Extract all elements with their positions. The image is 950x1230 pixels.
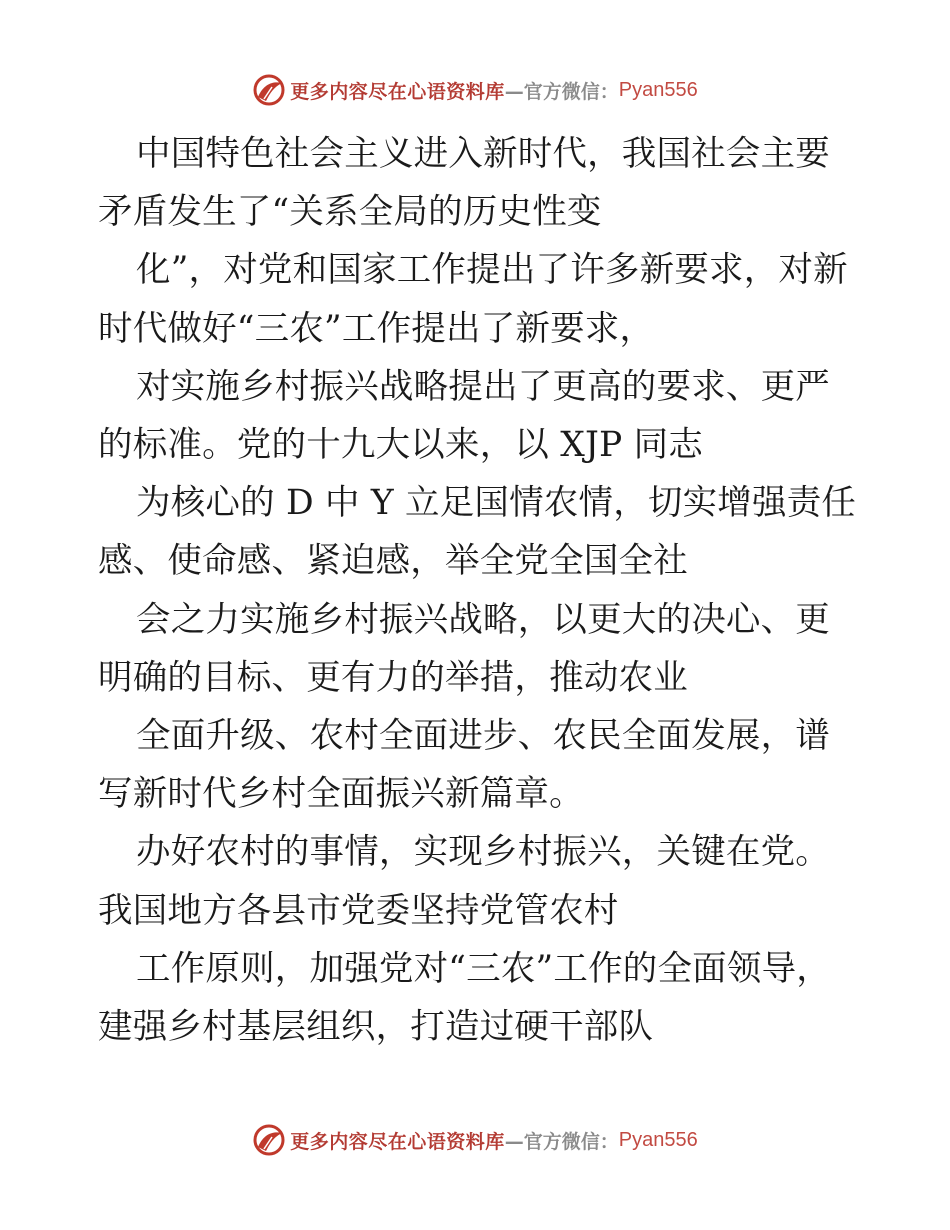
- paragraph-line: 化”，对党和国家工作提出了许多新要求，对新时代做好“三农”工作提出了新要求，: [98, 250, 848, 349]
- paragraph-line: 中国特色社会主义进入新时代，我国社会主要矛盾发生了“关系全局的历史性变: [98, 134, 830, 233]
- paragraph-line: 工作原则，加强党对“三农”工作的全面领导，建强乡村基层组织，打造过硬干部队: [98, 948, 831, 1048]
- header-wechat-id: Pyan556: [618, 78, 698, 101]
- footer-title: 更多内容尽在心语资料库: [290, 1130, 505, 1153]
- paragraph-line: 办好农村的事情，实现乡村振兴，关键在党。我国地方各县市党委坚持党管农村: [98, 832, 830, 931]
- paragraph-line: 对实施乡村振兴战略提出了更高的要求、更严的标准。党的十九大以来，以 XJP 同志: [98, 366, 830, 466]
- header-wechat-label: —官方微信：: [504, 80, 619, 103]
- paragraph-line: 为核心的 D 中 Y 立足国情农情，切实增强责任感、使命感、紧迫感，举全党全国全社: [98, 483, 857, 582]
- footer-banner: [0, 1120, 950, 1160]
- document-body: [98, 125, 858, 1056]
- footer-wechat-id: Pyan556: [618, 1128, 698, 1151]
- header-title: 更多内容尽在心语资料库: [290, 80, 505, 103]
- paragraph-line: 会之力实施乡村振兴战略，以更大的决心、更明确的目标、更有力的举措，推动农业: [98, 599, 830, 698]
- paragraph-line: 全面升级、农村全面进步、农民全面发展，谱写新时代乡村全面振兴新篇章。: [98, 716, 830, 815]
- header-banner: [0, 70, 950, 110]
- footer-wechat-label: —官方微信：: [504, 1130, 619, 1153]
- pen-logo-icon: [252, 73, 286, 107]
- pen-logo-icon: [252, 1123, 286, 1157]
